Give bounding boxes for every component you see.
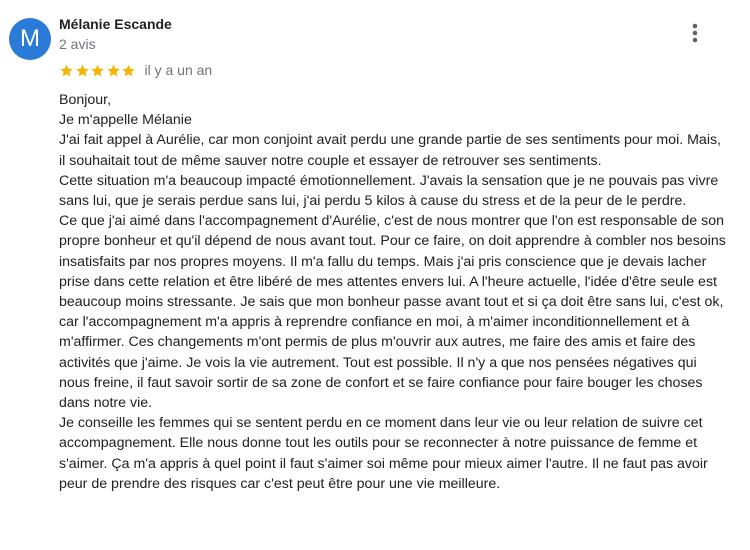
star-icon: [121, 63, 136, 78]
rating-row: [59, 61, 212, 79]
review-date: il y a un an: [144, 62, 213, 78]
star-icon: [59, 63, 74, 78]
review-paragraph: Bonjour,: [59, 92, 112, 108]
review-paragraph: Je m'appelle Mélanie: [59, 112, 192, 129]
star-rating: [59, 63, 137, 78]
avatar[interactable]: M: [9, 18, 51, 60]
review-paragraph: Je conseille les femmes qui se sentent perdu en ce moment dans leur vie ou leur relation de suivre cet accompagnement. Elle nous donne tout les outils pour se reconnecter à notre puissance de femme et s'aimer. Ça m'a appris à quel point il faut s'aimer soi même pour mieux aimer l'autre. Il ne faut pas avoir peur de prendre des risques car c'est peut être pour une vie meilleure.: [59, 415, 712, 492]
star-icon: [106, 63, 121, 78]
review-paragraph: Cette situation m'a beaucoup impacté émotionnellement. J'avais la sensation que je ne pouvais pas vivre sans lui, que je serais perdue sans lui, j'ai perdu 5 kilos à cause du stress et de la peur de le perdre.: [59, 172, 723, 210]
star-icon: [90, 63, 105, 78]
review-text: [59, 90, 731, 494]
review-paragraph: Ce que j'ai aimé dans l'accompagnement d'Aurélie, c'est de nous montrer que l'on est responsable de son propre bonheur et qu'il dépend de nous avant tout. Pour ce faire, on doit apprendre à combler nos besoins insatisfaits par nos propres moyens. Il m'a fallu du temps. Mais j'ai pris conscience que je devais lacher prise dans cette relation et être libéré de mes attentes envers lui. A l'heure actuelle, l'idée d'être seule est beaucoup moins stressante. Je sais que mon bonheur passe avant tout et si ça doit être sans lui, c'est ok, car l'accompagnement m'a appris à reprendre confiance en moi, à m'aimer inconditionnellement et à m'affirmer. Ces changements m'ont permis de plus m'ouvrir aux autres, me faire des amis et faire des activités que j'aime. Je vois la vie autrement. Tout est possible. Il n'y a que nos pensées négatives qui nous freine, il faut savoir sortir de sa zone de confort et se faire confiance pour faire bouger les choses dans notre vie.: [59, 213, 730, 412]
review-paragraph: J'ai fait appel à Aurélie, car mon conjoint avait perdu une grande partie de ses sentiments pour moi. Mais, il souhaitait tout de même sauver notre couple et essayer de retrouver ses sentiments.: [59, 132, 725, 169]
review-count: 2 avis: [59, 36, 96, 52]
more-options-button[interactable]: [682, 18, 708, 48]
star-icon: [75, 63, 90, 78]
author-name[interactable]: Mélanie Escande: [59, 16, 172, 32]
more-vertical-icon: [692, 23, 698, 43]
